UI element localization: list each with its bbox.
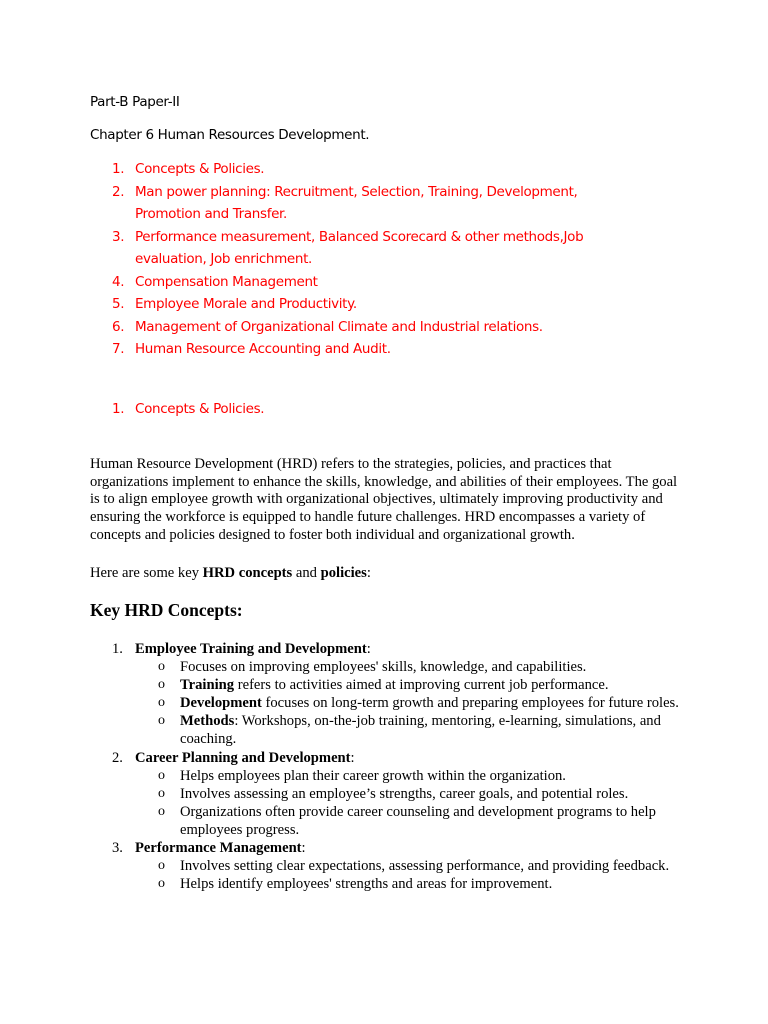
concept-number: 2.	[112, 749, 123, 766]
concept-point	[158, 676, 682, 694]
concept-item	[112, 749, 682, 839]
concept-title-suffix: :	[366, 641, 371, 657]
circle-bullet-icon: o	[158, 677, 165, 693]
syllabus-item-number: 4.	[112, 273, 125, 290]
syllabus-item-text: Employee Morale and Productivity.	[135, 296, 357, 312]
concept-point	[158, 875, 682, 893]
concept-points	[135, 857, 682, 893]
key-lead-line	[90, 565, 371, 582]
concept-point-text: refers to activities aimed at improving current job performance.	[234, 677, 609, 694]
lead-prefix: Here are some key	[90, 565, 203, 581]
part-heading: Part-B Paper-II	[90, 94, 180, 110]
lead-bold-policies: policies	[320, 565, 367, 581]
concept-point	[158, 694, 682, 712]
concept-item	[112, 640, 682, 749]
syllabus-item-text: Compensation Management	[135, 273, 318, 290]
syllabus-item	[112, 226, 632, 271]
concept-title-suffix: :	[350, 749, 355, 766]
concept-point	[158, 785, 682, 803]
concept-point-text: Focuses on improving employees' skills, knowledge, and capabilities.	[180, 659, 587, 676]
syllabus-item	[112, 338, 632, 361]
concept-point-text: Involves assessing an employee’s strengths, career goals, and potential roles.	[180, 785, 629, 802]
concept-title: Career Planning and Development	[135, 749, 351, 766]
syllabus-item	[112, 293, 632, 316]
circle-bullet-icon: o	[158, 767, 165, 783]
syllabus-item-number: 1.	[112, 161, 125, 177]
syllabus-item-number: 6.	[112, 318, 125, 335]
concept-point-keyword: Development	[180, 695, 262, 712]
concept-title-suffix: :	[301, 840, 306, 857]
concept-point-text: Helps employees plan their career growth within the organization.	[180, 767, 566, 784]
concept-point	[158, 803, 682, 839]
section-title: Concepts & Policies.	[135, 401, 265, 417]
concept-point-keyword: Training	[180, 677, 235, 694]
concept-number: 1.	[112, 641, 123, 657]
syllabus-item-number: 5.	[112, 296, 125, 312]
concept-number: 3.	[112, 840, 123, 857]
concept-item	[112, 839, 682, 893]
concept-point-text: Involves setting clear expectations, assessing performance, and providing feedback.	[180, 858, 670, 875]
syllabus-item-text: Human Resource Accounting and Audit.	[135, 341, 391, 357]
circle-bullet-icon: o	[158, 713, 165, 729]
syllabus-item-number: 7.	[112, 341, 125, 357]
syllabus-item-text: Man power planning: Recruitment, Selection, Training, Development, Promotion and Transfer.	[135, 183, 578, 222]
syllabus-item	[112, 316, 632, 339]
section-number: 1.	[112, 401, 125, 417]
concept-point-text: focuses on long-term growth and preparing employees for future roles.	[261, 695, 679, 712]
syllabus-item-number: 2.	[112, 183, 125, 200]
key-concepts-list	[112, 640, 682, 893]
intro-paragraph: Human Resource Development (HRD) refers to the strategies, policies, and practices that organizations implement to enhance the skills, knowledge, and abilities of their employees. The goal is to align employee growth with organizational objectives, ultimately improving productivity and ensuring the workforce is equipped to handle future challenges. HRD encompasses a variety of concepts and policies designed to foster both individual and organizational growth.	[90, 455, 678, 544]
concept-points	[135, 767, 682, 839]
circle-bullet-icon: o	[158, 695, 165, 711]
syllabus-item	[112, 158, 632, 181]
concept-point-text: Organizations often provide career counseling and development programs to help employees progress.	[180, 803, 656, 838]
concept-point-text: : Workshops, on-the-job training, mentoring, e-learning, simulations, and coaching.	[180, 713, 661, 748]
circle-bullet-icon: o	[158, 803, 165, 819]
concept-point	[158, 658, 682, 676]
concept-title: Employee Training and Development	[135, 641, 367, 657]
syllabus-item-number: 3.	[112, 228, 125, 245]
section-heading	[112, 401, 264, 417]
lead-bold-hrd-concepts: HRD concepts	[202, 565, 293, 581]
circle-bullet-icon: o	[158, 659, 165, 675]
concept-point-text: Helps identify employees' strengths and areas for improvement.	[180, 876, 553, 893]
syllabus-item	[112, 271, 632, 294]
syllabus-item-text: Concepts & Policies.	[135, 161, 265, 177]
chapter-heading: Chapter 6 Human Resources Development.	[90, 127, 370, 143]
lead-mid: and	[292, 565, 321, 581]
syllabus-item-text: Management of Organizational Climate and Industrial relations.	[135, 318, 543, 335]
concept-title: Performance Management	[135, 840, 302, 857]
circle-bullet-icon: o	[158, 858, 165, 874]
concept-point-keyword: Methods	[180, 713, 235, 730]
concept-point	[158, 712, 682, 748]
circle-bullet-icon: o	[158, 785, 165, 801]
concept-point	[158, 857, 682, 875]
circle-bullet-icon: o	[158, 876, 165, 892]
syllabus-list	[112, 158, 632, 361]
concept-point	[158, 767, 682, 785]
syllabus-item-text: Performance measurement, Balanced Scorecard & other methods,Job evaluation, Job enrichment.	[135, 228, 584, 267]
syllabus-item	[112, 181, 632, 226]
concept-points	[135, 658, 682, 748]
key-concepts-heading: Key HRD Concepts:	[90, 600, 243, 620]
lead-suffix: :	[366, 565, 371, 581]
